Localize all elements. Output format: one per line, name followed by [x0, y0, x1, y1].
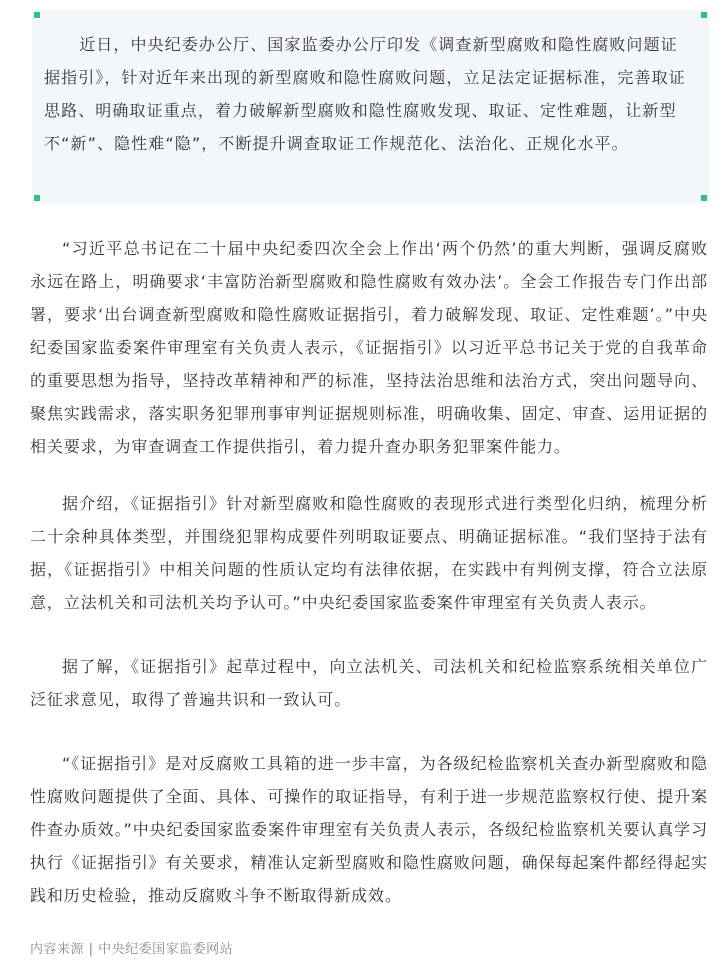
corner-marker-top-right: [701, 12, 707, 18]
summary-text: 近日，中央纪委办公厅、国家监委办公厅印发《调查新型腐败和隐性腐败问题证据指引》，针对近年来出现的新型腐败和隐性腐败问题，立足法定证据标准，完善取证思路、明确取证重点，着力破解新型腐败和隐性腐败发现、取证、定性难题，让新型不“新”、隐性难“隐”，不断提升调查取证工作规范化、法治化、正规化水平。: [44, 35, 686, 153]
article-paragraph-1: “习近平总书记在二十届中央纪委四次全会上作出‘两个仍然’的重大判断，强调反腐败永远在路上，明确要求‘丰富防治新型腐败和隐性腐败有效办法’。全会工作报告专门作出部署，要求‘出台调查新型腐败和隐性腐败证据指引，着力破解发现、取证、定性难题’。”中央纪委国家监委案件审理室有关负责人表示，《证据指引》以习近平总书记关于党的自我革命的重要思想为指导，坚持改革精神和严的标准，坚持法治思维和法治方式，突出问题导向、聚焦实践需求，落实职务犯罪刑事审判证据规则标准，明确收集、固定、审查、运用证据的相关要求，为审查调查工作提供指引，着力提升查办职务犯罪案件能力。: [30, 239, 708, 456]
article-paragraph-3: 据了解，《证据指引》起草过程中，向立法机关、司法机关和纪检监察系统相关单位广泛征求意见，取得了普遍共识和一致认可。: [30, 657, 708, 709]
content-source: 内容来源 | 中央纪委国家监委网站: [30, 942, 234, 957]
article-paragraph-4: “《证据指引》是对反腐败工具箱的进一步丰富，为各级纪检监察机关查办新型腐败和隐性腐败问题提供了全面、具体、可操作的取证指导，有利于进一步规范监察权行使、提升案件查办质效。”中央纪委国家监委案件审理室有关负责人表示，各级纪检监察机关要认真学习执行《证据指引》有关要求，精准认定新型腐败和隐性腐败问题，确保每起案件都经得起实践和历史检验，推动反腐败斗争不断取得新成效。: [30, 754, 708, 905]
summary-box: [32, 10, 709, 203]
article-paragraph-2: 据介绍，《证据指引》针对新型腐败和隐性腐败的表现形式进行类型化归纳，梳理分析二十余种具体类型，并围绕犯罪构成要件列明取证要点、明确证据标准。“我们坚持于法有据，《证据指引》中相关问题的性质认定均有法律依据，在实践中有判例支撑，符合立法原意，立法机关和司法机关均予认可。”中央纪委国家监委案件审理室有关负责人表示。: [30, 494, 708, 612]
corner-marker-bottom-right: [701, 195, 707, 201]
corner-marker-bottom-left: [34, 195, 40, 201]
corner-marker-top-left: [34, 12, 40, 18]
